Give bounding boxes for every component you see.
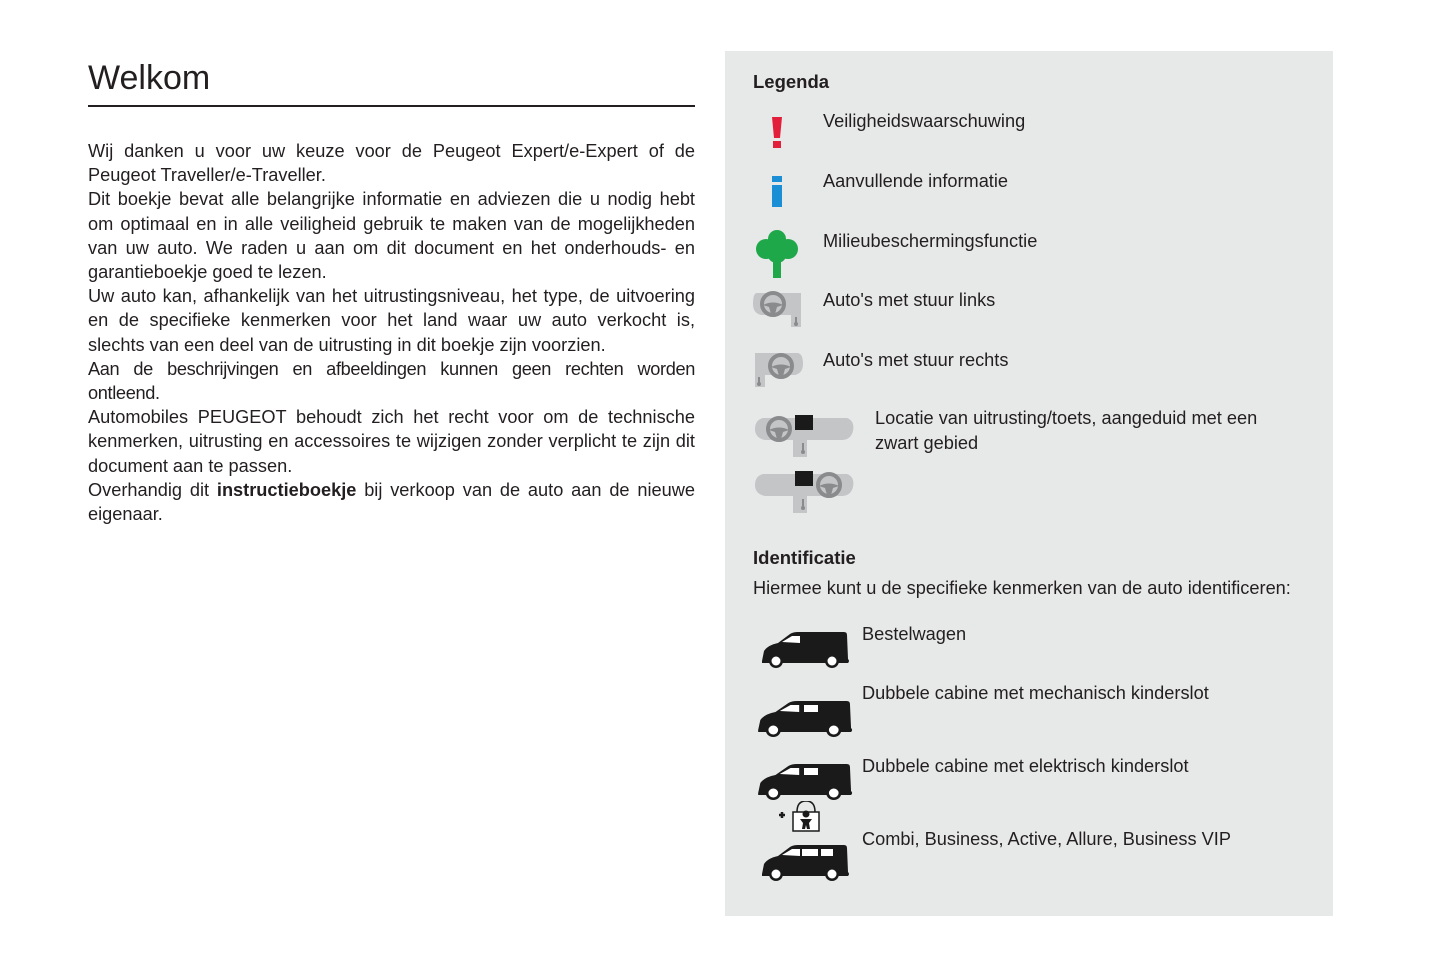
identification-label: Bestelwagen bbox=[862, 624, 967, 644]
legend-label: Veiligheidswaarschuwing bbox=[823, 111, 1026, 131]
paragraph: Wij danken u voor uw keuze voor de Peugeot Expert/e-Expert of de Peugeot Traveller/e-Traveller. bbox=[88, 141, 695, 186]
paragraph: Dit boekje bevat alle belangrijke informatie en adviezen die u nodig hebt om optimaal en in alle veiligheid gebruik te maken van de mogelijkheden van uw auto. We raden u aan om dit document en het onderhouds- en garantieboekje goed te lezen. bbox=[88, 189, 695, 283]
van-double-cab-icon bbox=[756, 700, 854, 740]
legend-label: Milieubeschermingsfunctie bbox=[823, 231, 1038, 251]
paragraph: Uw auto kan, afhankelijk van het uitrustingsniveau, het type, de uitvoering en de specifieke kenmerken voor het land waar uw auto verkocht is, slechts van een deel van de uitrusting in dit boekje zijn voorzien. bbox=[88, 286, 695, 355]
legend-label: Locatie van uitrusting/toets, aangeduid met een zwart gebied bbox=[875, 408, 1258, 453]
paragraph: Automobiles PEUGEOT behoudt zich het recht voor om de technische kenmerken, uitrusting en accessoires te wijzigen zonder verplicht te zijn dit document aan te passen. bbox=[88, 407, 695, 476]
welcome-section bbox=[88, 56, 695, 526]
page-title: Welkom bbox=[88, 59, 211, 97]
legend-label: Auto's met stuur rechts bbox=[823, 350, 1009, 370]
van-panel-icon bbox=[760, 631, 852, 671]
text: Overhandig dit bbox=[88, 479, 217, 500]
identification-label: Combi, Business, Active, Allure, Business VIP bbox=[862, 829, 1231, 849]
info-icon bbox=[771, 176, 783, 208]
dashboard-location-lhd-icon bbox=[755, 411, 855, 461]
legend-label: Auto's met stuur links bbox=[823, 290, 996, 310]
identification-intro: Hiermee kunt u de specifieke kenmerken van de auto identificeren: bbox=[753, 578, 1291, 598]
right-hand-drive-icon bbox=[753, 349, 803, 389]
legend-label: Aanvullende informatie bbox=[823, 171, 1009, 191]
paragraph-handover bbox=[88, 478, 695, 526]
tree-eco-icon bbox=[755, 229, 799, 279]
title-divider bbox=[88, 105, 695, 107]
dashboard-location-rhd-icon bbox=[755, 467, 855, 517]
emphasis-text: instructieboekje bbox=[216, 479, 357, 500]
warning-exclamation-icon bbox=[770, 117, 784, 149]
legend-panel bbox=[725, 51, 1333, 916]
identification-label: Dubbele cabine met mechanisch kinderslot bbox=[862, 683, 1209, 703]
text: bij verkoop van de auto aan de nieuwe eigenaar. bbox=[88, 479, 695, 525]
van-combi-icon bbox=[760, 844, 852, 884]
left-hand-drive-icon bbox=[753, 289, 803, 329]
identification-heading: Identificatie bbox=[753, 547, 856, 568]
welcome-body bbox=[88, 139, 695, 526]
van-double-cab-child-lock-van-icon bbox=[756, 763, 854, 803]
legend-heading: Legenda bbox=[753, 71, 830, 92]
electric-child-lock-icon bbox=[777, 801, 821, 833]
paragraph: Aan de beschrijvingen en afbeeldingen kunnen geen rechten worden ontleend. bbox=[88, 358, 695, 404]
identification-label: Dubbele cabine met elektrisch kinderslot bbox=[862, 756, 1189, 776]
